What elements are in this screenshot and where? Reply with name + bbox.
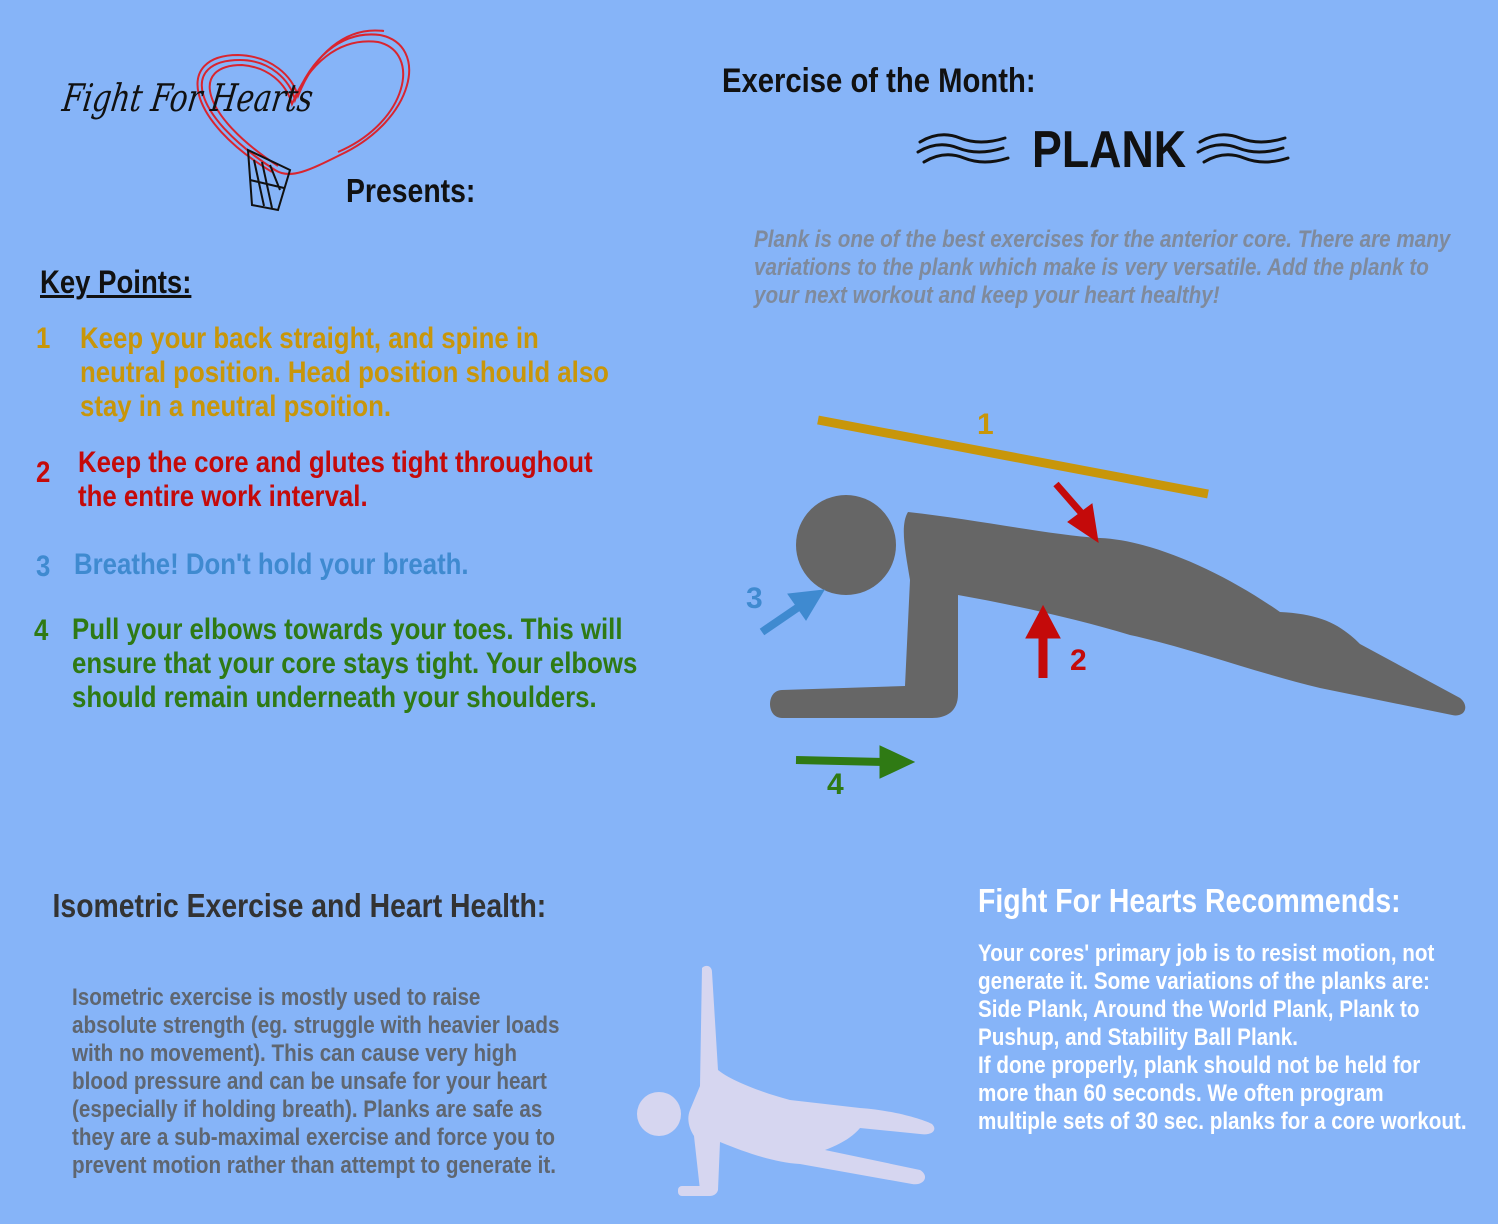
recommends-paragraph: If done properly, plank should not be held for more than 60 seconds. We often program multiple sets of 30 sec. planks for a core workout.: [978, 1052, 1467, 1135]
exercise-of-month-label: Exercise of the Month:: [722, 62, 1036, 100]
back-line: [818, 420, 1208, 494]
logo-wordmark: Fight For Hearts: [59, 76, 316, 120]
key-point-number: 1: [36, 322, 51, 355]
recommends-paragraph: Your cores' primary job is to resist motion, not generate it. Some variations of the planks are: Side Plank, Around the World Plank, Plank to Pushup, and Stability Ball Plank.: [978, 940, 1435, 1051]
recommends-body: [978, 940, 1468, 1136]
key-point-text: Pull your elbows towards your toes. This will ensure that your core stays tight. Your elbows should remain underneath your shoulders.: [72, 613, 638, 714]
side-plank-figure: [620, 950, 960, 1210]
presents-label: Presents:: [346, 172, 476, 209]
diagram-label-2: 2: [1070, 644, 1087, 677]
diagram-label-3: 3: [746, 582, 763, 615]
recommends-title: Fight For Hearts Recommends:: [978, 882, 1401, 919]
diagram-label-1: 1: [977, 408, 994, 441]
exercise-intro: Plank is one of the best exercises for the anterior core. There are many variations to the plank which make is very versatile. Add the plank to your next workout and keep your heart healthy!: [754, 226, 1451, 309]
key-point-number: 2: [36, 456, 51, 489]
plank-diagram: [700, 380, 1498, 820]
glute-arrow-icon: [1056, 484, 1098, 542]
key-point-text: Breathe! Don't hold your breath.: [74, 548, 469, 581]
elbow-arrow-icon: [796, 746, 914, 778]
key-points-title: Key Points:: [40, 264, 192, 300]
diagram-label-4: 4: [827, 768, 844, 801]
core-arrow-icon: [1026, 606, 1060, 678]
key-point-number: 4: [34, 614, 49, 647]
key-point-text: Keep your back straight, and spine in neutral position. Head position should also stay in a neutral psoition.: [80, 322, 609, 423]
isometric-title: Isometric Exercise and Heart Health:: [52, 887, 547, 924]
exercise-title: PLANK: [1032, 121, 1187, 179]
plank-figure: [770, 495, 1465, 718]
key-point-number: 3: [36, 550, 51, 583]
key-point-text: Keep the core and glutes tight throughout the entire work interval.: [78, 446, 593, 513]
breath-arrow-icon: [762, 590, 824, 632]
isometric-body: Isometric exercise is mostly used to raise absolute strength (eg. struggle with heavier loads with no movement). This can cause very high blood pressure and can be unsafe for your heart (especially if holding breath). Planks are safe as they are a sub-maximal exercise and force you to prevent motion rather than attempt to generate it.: [72, 984, 560, 1179]
